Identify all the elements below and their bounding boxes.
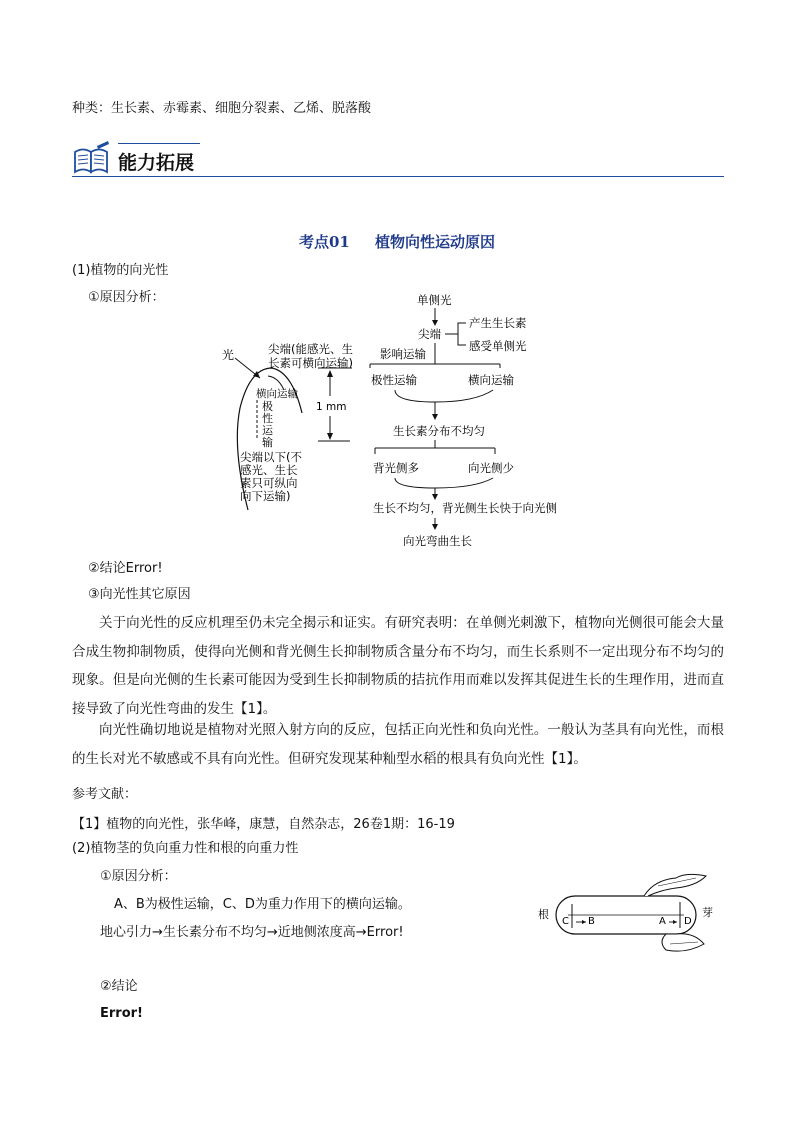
polar-char-3: 运 (262, 424, 273, 437)
below-note-4: 向下运输) (240, 489, 291, 503)
flow-unilateral: 单侧光 (417, 293, 452, 307)
part2-conclusion-label: ②结论 (100, 979, 138, 994)
reference-1: 【1】植物的向光性，张华峰，康慧，自然杂志，26卷1期：16-19 (72, 817, 455, 832)
section-code: 考点01 (298, 233, 350, 251)
section-header-title: 能力拓展 (118, 152, 195, 174)
lower-leaf (662, 934, 704, 951)
below-note-2: 感光、生长 (240, 463, 298, 477)
label-c: C (562, 916, 569, 927)
below-note-1: 尖端以下(不 (240, 450, 302, 464)
gravitropism-diagram (536, 872, 726, 954)
label-root: 根 (538, 908, 549, 921)
flow-tip: 尖端 (418, 327, 441, 341)
label-bud: 芽 (702, 906, 713, 919)
part1-paragraph-1: 关于向光性的反应机理至仍未完全揭示和证实。有研究表明：在单侧光刺激下，植物向光侧很可能会大量合成生物抑制物质，使得向光侧和背光侧生长抑制物质含量分布不均匀，而生长系则不一定出现分布不均匀的现象。但是向光侧的生长素可能因为受到生长抑制物质的拮抗作用而难以发挥其促进生长的生理作用，进而直接导致了向光性弯曲的发生【1】。 (72, 615, 724, 717)
lateral-label: 横向运输 (256, 388, 298, 400)
part1-other-label: ③向光性其它原因 (88, 587, 191, 602)
flow-sense: 感受单侧光 (469, 339, 527, 353)
polar-char-2: 性 (262, 412, 273, 425)
part1-cause-label: ①原因分析： (88, 290, 165, 305)
phototropism-flowchart (365, 290, 580, 550)
part1-paragraph-2: 向光性确切地说是植物对光照入射方向的反应，包括正向光性和负向光性。一般认为茎具有向光性，而根的生长对光不敏感或不具有向光性。但研究发现某种籼型水稻的根具有负向光性【1】。 (72, 722, 724, 767)
section-name: 植物向性运动原因 (375, 233, 496, 251)
flow-produce: 产生生长素 (469, 316, 527, 330)
part2-line-2: 地心引力→生长素分布不均匀→近地侧浓度高→Error! (100, 925, 404, 940)
part1-conclusion: ②结论Error! (88, 561, 163, 576)
flow-back-more: 背光侧多 (373, 461, 419, 475)
tip-note-2: 长素可横向运输) (268, 356, 353, 370)
header-divider (72, 176, 724, 177)
polar-char-4: 输 (262, 436, 273, 449)
scale-label: 1 mm (316, 401, 347, 413)
flow-uneven: 生长素分布不均匀 (393, 424, 485, 438)
flow-toward-less: 向光侧少 (468, 461, 514, 475)
label-d: D (684, 916, 692, 927)
book-icon (72, 140, 112, 176)
part2-heading: (2)植物茎的负向重力性和根的向重力性 (72, 841, 299, 856)
part1-heading: (1)植物的向光性 (72, 263, 169, 278)
header-accent (118, 143, 200, 144)
below-note-3: 素只可纵向 (240, 476, 298, 490)
light-label: 光 (222, 348, 235, 362)
part2-cause-label: ①原因分析： (100, 869, 177, 884)
label-a: A (659, 916, 666, 927)
flow-lateral: 横向运输 (468, 373, 514, 387)
flow-affect: 影响运输 (380, 347, 426, 361)
flow-growth: 生长不均匀，背光侧生长快于向光侧 (373, 501, 557, 515)
section-title (0, 231, 794, 252)
tip-note-1: 尖端(能感光、生 (268, 342, 353, 356)
part2-line-1: A、B为极性运输，C、D为重力作用下的横向运输。 (114, 897, 411, 912)
part2-error: Error! (100, 1006, 143, 1021)
upper-leaf (644, 874, 706, 896)
references-heading: 参考文献： (72, 787, 138, 802)
flow-polar: 极性运输 (371, 373, 417, 387)
polar-char-1: 极 (262, 400, 273, 413)
label-b: B (588, 916, 595, 927)
coleoptile-diagram (220, 338, 360, 513)
types-line: 种类：生长素、赤霉素、细胞分裂素、乙烯、脱落酸 (72, 101, 372, 116)
flow-bend: 向光弯曲生长 (403, 534, 472, 548)
